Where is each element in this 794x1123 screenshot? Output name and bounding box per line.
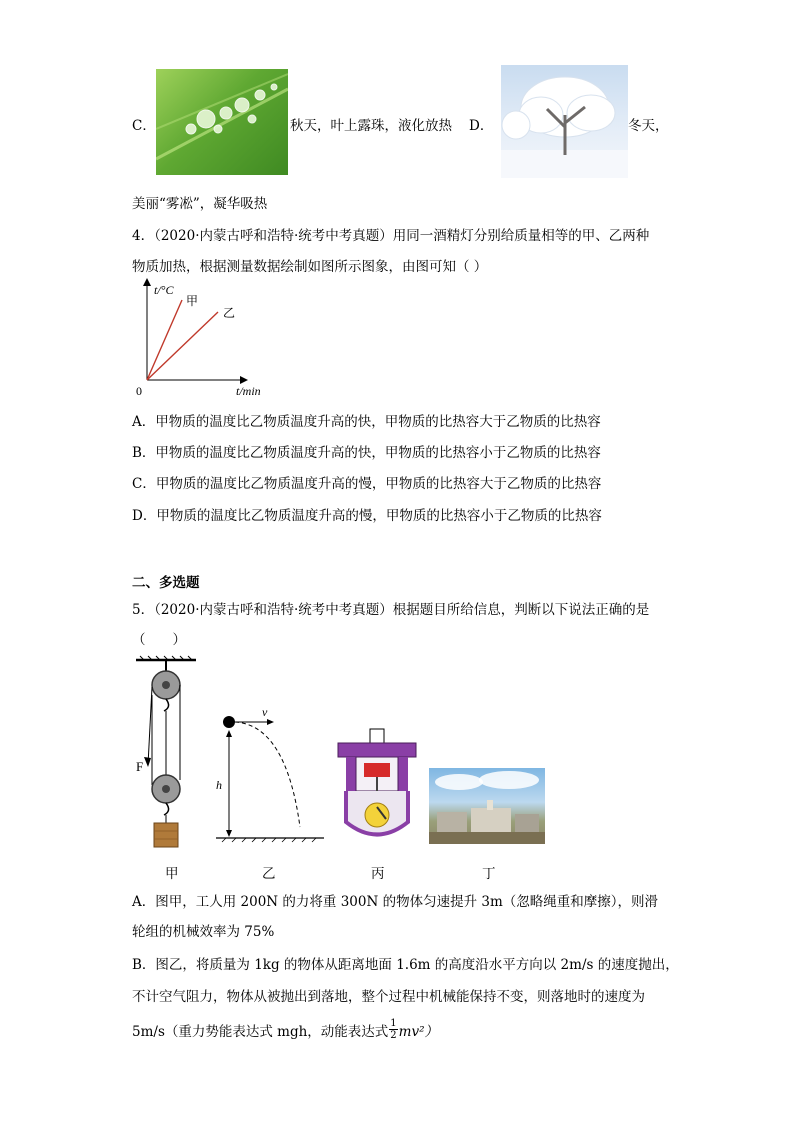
- figure-label-bing: 丙: [371, 866, 385, 882]
- q4-option-d: D．甲物质的温度比乙物质温度升高的慢，甲物质的比热容小于乙物质的比热容: [132, 508, 602, 524]
- q4-stem-line2: 物质加热，根据测量数据绘制如图所示图象，由图可知（ ）: [132, 259, 488, 275]
- figure-label-jia: 甲: [165, 866, 179, 882]
- option-d-continuation: 美丽“雾凇”，凝华吸热: [132, 196, 268, 212]
- dew-on-leaf-photo: [156, 69, 288, 175]
- q4-option-a: A．甲物质的温度比乙物质温度升高的快，甲物质的比热容大于乙物质的比热容: [132, 414, 601, 430]
- y-axis-label: t/°C: [154, 283, 174, 297]
- engine-cylinder-figure: [336, 727, 418, 842]
- velocity-label: v: [262, 705, 268, 719]
- origin-label: 0: [136, 384, 142, 398]
- q5-option-a-line1: A．图甲，工人用 200N 的力将重 300N 的物体匀速提升 3m（忽略绳重和摩擦），则滑: [132, 894, 659, 910]
- q5-option-b-line3: [132, 1018, 438, 1041]
- kinetic-energy-tail: mv²）: [398, 1023, 439, 1040]
- q4-stem-line1: 4．（2020·内蒙古呼和浩特·统考中考真题）用同一酒精灯分别给质量相等的甲、乙两种: [132, 228, 650, 244]
- height-label: h: [216, 778, 222, 792]
- q5-option-b-line3-text: 5m/s（重力势能表达式 mgh，动能表达式: [132, 1023, 389, 1040]
- rime-tree-photo: [501, 65, 628, 178]
- option-c-label: C．: [132, 118, 156, 134]
- q5-option-b-line1: B．图乙，将质量为 1kg 的物体从距离地面 1.6m 的高度沿水平方向以 2m/s 的速度抛出，: [132, 957, 679, 973]
- option-d-label: D．: [469, 118, 494, 134]
- q4-option-b: B．甲物质的温度比乙物质温度升高的快，甲物质的比热容小于乙物质的比热容: [132, 445, 601, 461]
- q5-option-a-line2: 轮组的机械效率为 75%: [132, 924, 275, 940]
- power-plant-photo: [429, 768, 545, 844]
- half-fraction: [389, 1018, 397, 1041]
- temperature-time-graph: [132, 278, 282, 402]
- line-yi: [147, 312, 218, 380]
- q4-option-c: C．甲物质的温度比乙物质温度升高的慢，甲物质的比热容大于乙物质的比热容: [132, 476, 602, 492]
- option-c-text: 秋天，叶上露珠，液化放热: [290, 118, 452, 134]
- q5-option-b-line2: 不计空气阻力，物体从被抛出到落地，整个过程中机械能保持不变，则落地时的速度为: [132, 989, 645, 1005]
- q5-stem-line2: （ ）: [132, 632, 186, 648]
- fraction-numerator: 1: [390, 1018, 397, 1029]
- x-axis-label: t/min: [236, 384, 261, 398]
- option-d-text: 冬天，: [628, 118, 669, 134]
- projectile-figure: [212, 705, 330, 845]
- weight-block: [154, 823, 178, 847]
- section-heading: 二、多选题: [132, 575, 200, 591]
- figure-label-ding: 丁: [482, 866, 496, 882]
- line-jia: [147, 300, 182, 380]
- pulley-system-figure: [130, 655, 200, 850]
- force-label: F: [136, 759, 144, 774]
- figure-label-yi: 乙: [262, 866, 276, 882]
- line-jia-label: 甲: [186, 294, 199, 308]
- q5-stem-line1: 5．（2020·内蒙古呼和浩特·统考中考真题）根据题目所给信息，判断以下说法正确的是: [132, 602, 650, 618]
- fraction-denominator: 2: [390, 1030, 397, 1041]
- line-yi-label: 乙: [223, 306, 236, 320]
